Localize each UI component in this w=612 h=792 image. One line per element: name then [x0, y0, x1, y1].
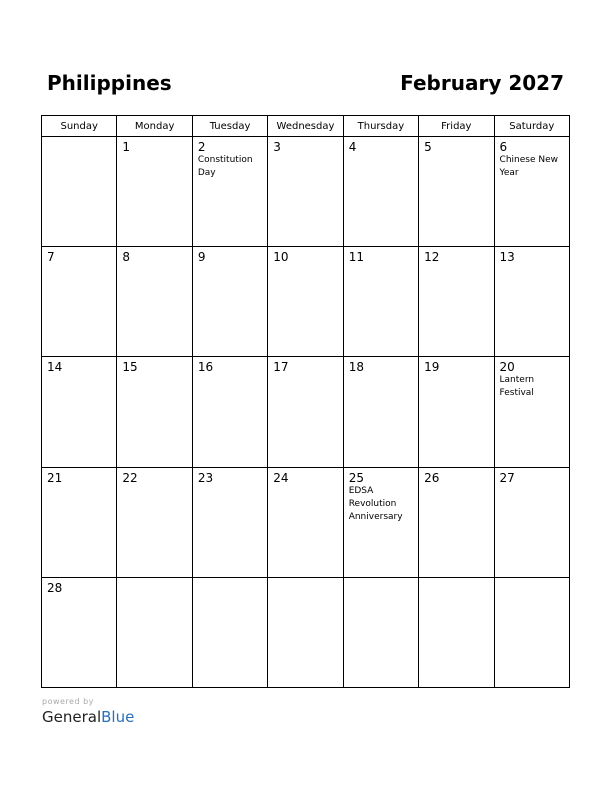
day-number: 24: [273, 470, 289, 485]
day-number: 27: [499, 470, 515, 485]
day-cell: [494, 577, 569, 687]
week-row: [42, 247, 570, 357]
day-cell: [192, 467, 267, 577]
day-cell: [117, 467, 192, 577]
day-number: 6: [499, 140, 508, 154]
weekday-thursday: Thursday: [343, 116, 418, 137]
week-row: [42, 137, 570, 247]
day-number: 11: [348, 250, 364, 265]
day-number: 12: [424, 250, 440, 265]
day-cell: [343, 467, 418, 577]
day-cell: [192, 247, 267, 357]
day-number: 5: [424, 140, 432, 154]
day-number: 18: [348, 360, 364, 375]
calendar-grid: [41, 115, 570, 688]
day-cell: [268, 247, 343, 357]
day-cell: [192, 357, 267, 467]
day-number: 2: [197, 140, 206, 154]
day-number: 16: [197, 360, 214, 375]
day-cell: [192, 577, 267, 687]
holiday-label: Chinese New Year: [499, 155, 558, 178]
day-cell: [419, 137, 494, 247]
brand-logo: [42, 707, 134, 727]
day-number: 13: [499, 250, 515, 265]
day-number: 22: [122, 470, 138, 485]
day-number: 7: [47, 250, 55, 265]
day-cell: [268, 357, 343, 467]
day-cell: [42, 357, 117, 467]
weekday-friday: Friday: [419, 116, 494, 137]
day-number: 3: [273, 140, 281, 154]
day-cell: [419, 467, 494, 577]
week-row: [42, 357, 570, 467]
day-number: 20: [499, 360, 515, 375]
day-cell: [268, 467, 343, 577]
holiday-label: EDSA Revolution Anniversary: [348, 485, 403, 522]
day-number: 21: [47, 470, 63, 485]
week-row: [42, 467, 570, 577]
day-number: 23: [197, 470, 214, 485]
day-cell: [42, 467, 117, 577]
day-cell: [419, 357, 494, 467]
day-cell: [494, 247, 569, 357]
country-title: Philippines: [47, 71, 172, 95]
brand-blue-text: Blue: [101, 708, 135, 726]
day-number: 17: [273, 360, 289, 375]
day-cell: [117, 247, 192, 357]
day-number: 9: [197, 250, 206, 265]
day-number: 28: [47, 580, 63, 595]
day-cell: [117, 577, 192, 687]
footer-brand: [42, 697, 134, 727]
day-cell: [419, 577, 494, 687]
weekday-tuesday: Tuesday: [192, 116, 267, 137]
day-cell: [343, 357, 418, 467]
day-cell: [494, 137, 569, 247]
weekday-monday: Monday: [117, 116, 192, 137]
day-cell: [42, 577, 117, 687]
day-cell: [494, 467, 569, 577]
day-number: 1: [122, 140, 131, 154]
day-number: 15: [122, 360, 138, 375]
day-number: 19: [424, 360, 440, 375]
day-number: 26: [424, 470, 440, 485]
month-title: February 2027: [400, 71, 564, 95]
holiday-label: Lantern Festival: [499, 375, 535, 399]
weekday-header-row: [42, 116, 570, 137]
day-cell: [343, 137, 418, 247]
day-number: 8: [122, 250, 131, 265]
day-cell: [343, 247, 418, 357]
day-number: 4: [348, 140, 357, 154]
day-cell: [343, 577, 418, 687]
holiday-label: Constitution Day: [197, 155, 253, 178]
powered-by-text: powered by: [42, 697, 94, 706]
day-cell: [42, 247, 117, 357]
day-number: 25: [348, 470, 364, 485]
day-number: 14: [47, 360, 63, 375]
day-cell: [42, 137, 117, 247]
weekday-sunday: Sunday: [42, 116, 117, 137]
week-row: [42, 577, 570, 687]
day-cell: [117, 137, 192, 247]
weekday-wednesday: Wednesday: [268, 116, 343, 137]
day-number: 10: [273, 250, 289, 265]
day-cell: [419, 247, 494, 357]
day-cell: [268, 577, 343, 687]
day-cell: [494, 357, 569, 467]
day-cell: [192, 137, 267, 247]
day-cell: [268, 137, 343, 247]
weekday-saturday: Saturday: [494, 116, 569, 137]
day-cell: [117, 357, 192, 467]
brand-general-text: General: [42, 708, 102, 726]
